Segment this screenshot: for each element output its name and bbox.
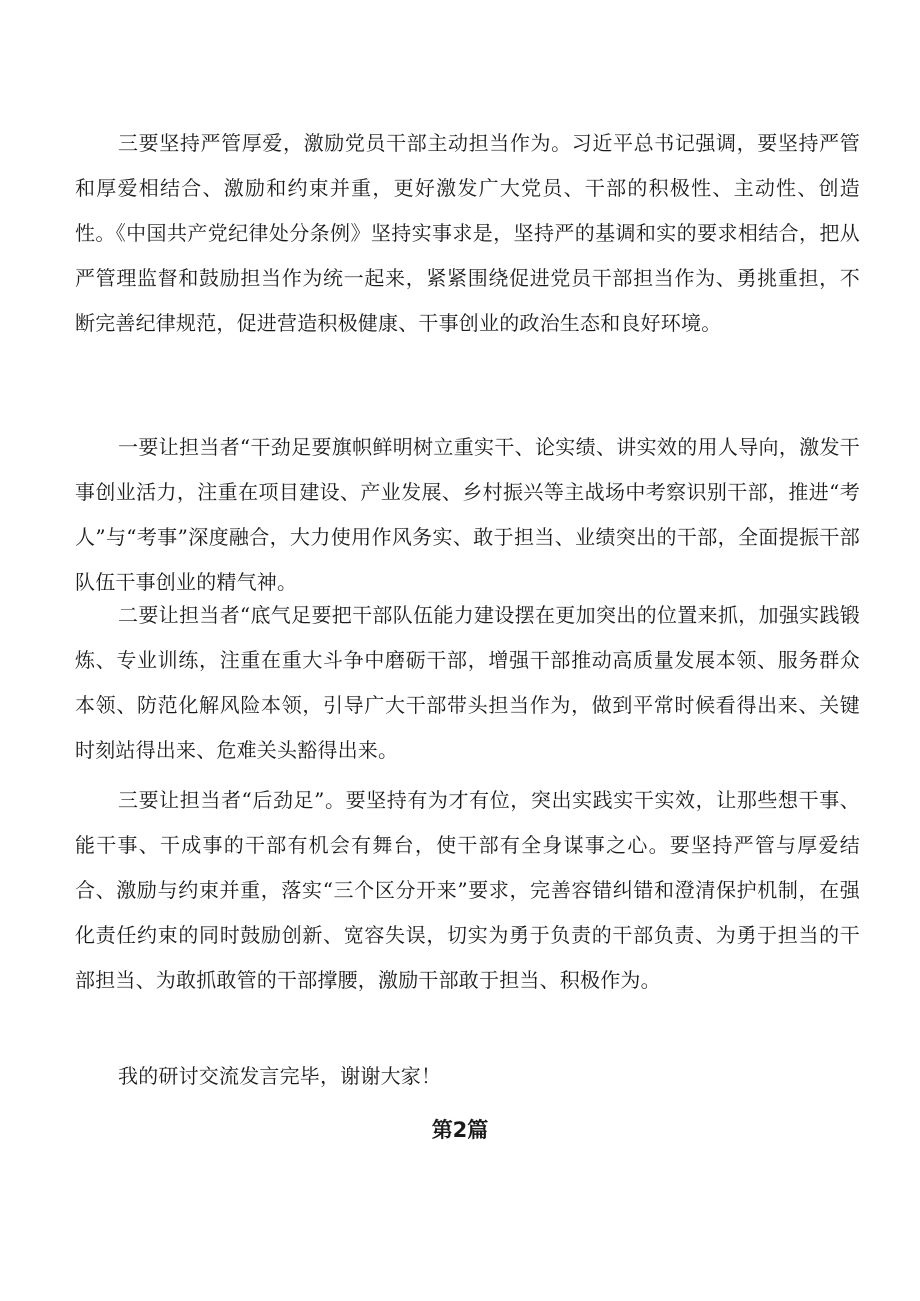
section-title: 第2篇 bbox=[431, 1118, 489, 1142]
paragraph-strict-management: 三要坚持严管厚爱，激励党员干部主动担当作为。习近平总书记强调，要坚持严管和厚爱相结合、激励和约束并重，更好激发广大党员、干部的积极性、主动性、创造性。《中国共产党纪律处分条例》坚持实事求是，坚持严的基调和实的要求相结合，把从严管理监督和鼓励担当作为统一起来，紧紧围绕促进党员干部担当作为、勇挑重担，不断完善纪律规范，促进营造积极健康、干事创业的政治生态和良好环境。 bbox=[75, 131, 860, 335]
paragraph-stamina-enough: 三要让担当者“后劲足”。要坚持有为才有位，突出实践实干实效，让那些想干事、能干事、干成事的干部有机会有舞台，使干部有全身谋事之心。要坚持严管与厚爱结合、激励与约束并重，落实“三个区分开来”要求，完善容错纠错和澄清保护机制，在强化责任约束的同时鼓励创新、宽容失误，切实为勇于负责的干部负责、为勇于担当的干部担当、为敢抓敢管的干部撑腰，激励干部敢于担当、积极作为。 bbox=[75, 788, 860, 992]
paragraph-confidence-enough: 二要让担当者“底气足要把干部队伍能力建设摆在更加突出的位置来抓，加强实践锻炼、专业训练，注重在重大斗争中磨砺干部，增强干部推动高质量发展本领、服务群众本领、防范化解风险本领，引导广大干部带头担当作为，做到平常时候看得出来、关键时刻站得出来、危难关头豁得出来。 bbox=[75, 603, 860, 762]
paragraph-drive-enough: 一要让担当者“干劲足要旗帜鲜明树立重实干、论实绩、讲实效的用人导向，激发干事创业活力，注重在项目建设、产业发展、乡村振兴等主战场中考察识别干部，推进“考人”与“考事”深度融合，大力使用作风务实、敢于担当、业绩突出的干部，全面提振干部队伍干事创业的精气神。 bbox=[75, 435, 860, 594]
paragraph-closing-remark: 我的研讨交流发言完毕，谢谢大家！ bbox=[118, 1064, 442, 1088]
